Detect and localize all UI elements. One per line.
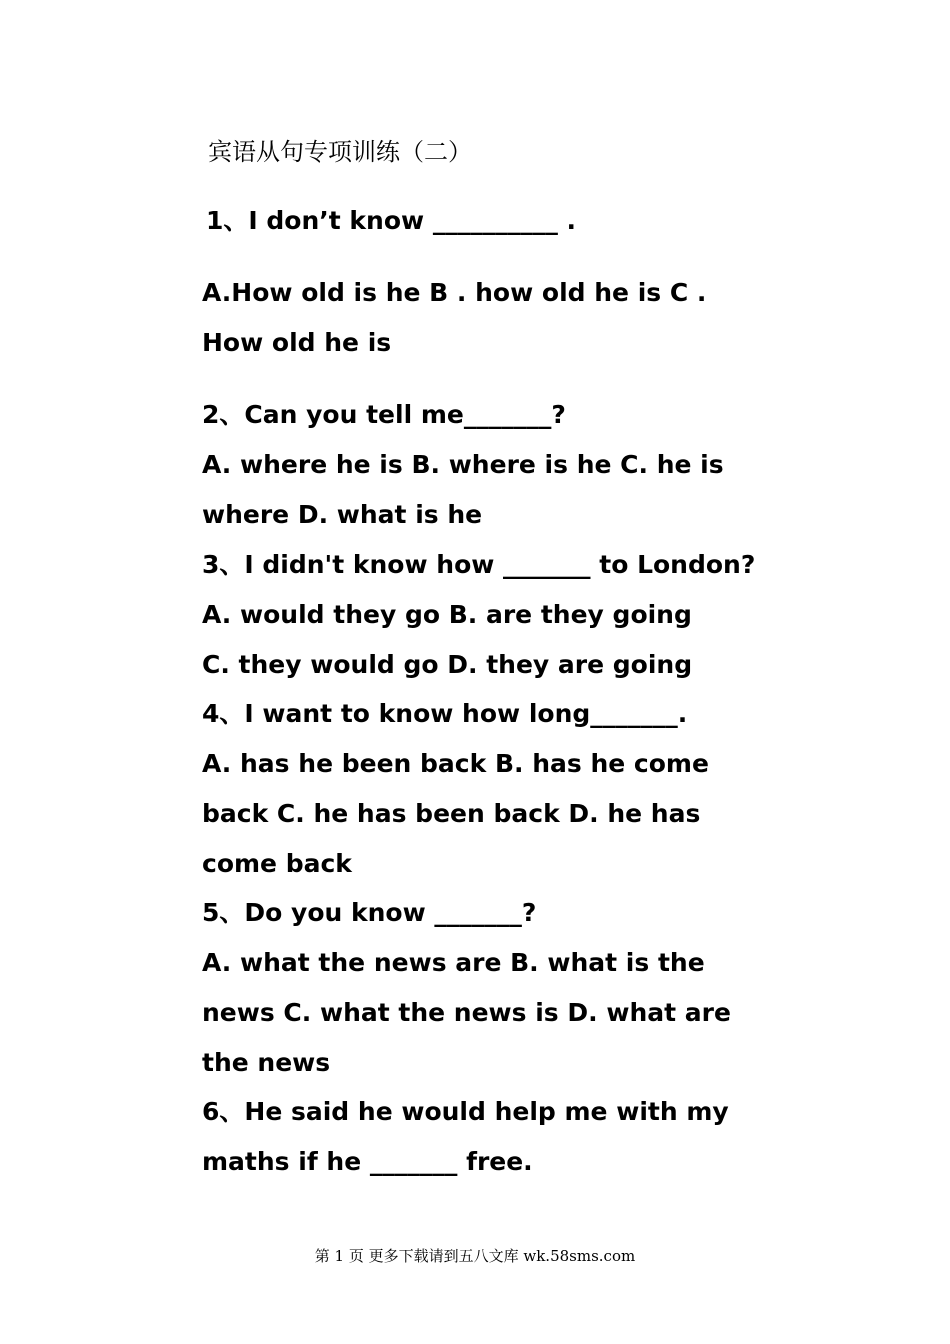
question-1-options-line-1: A.How old is he B . how old he is C . <box>202 278 707 307</box>
question-1: 1、I don’t know __________ . <box>206 206 577 235</box>
question-3: 3、I didn't know how _______ to London? <box>202 550 756 579</box>
question-4-options-line-2: back C. he has been back D. he has <box>202 799 701 828</box>
document-title: 宾语从句专项训练（二） <box>208 138 472 166</box>
question-5-options-line-3: the news <box>202 1048 331 1077</box>
question-4-options-line-1: A. has he been back B. has he come <box>202 749 709 778</box>
question-5: 5、Do you know _______? <box>202 898 537 927</box>
question-4: 4、I want to know how long_______. <box>202 699 688 728</box>
question-2-options-line-1: A. where he is B. where is he C. he is <box>202 450 724 479</box>
question-3-options-line-2: C. they would go D. they are going <box>202 650 693 679</box>
question-5-options-line-1: A. what the news are B. what is the <box>202 948 705 977</box>
question-2: 2、Can you tell me_______? <box>202 400 566 429</box>
page-footer: 第 1 页 更多下载请到五八文库 wk.58sms.com <box>314 1247 636 1265</box>
question-5-options-line-2: news C. what the news is D. what are <box>202 998 731 1027</box>
question-1-options-line-2: How old he is <box>202 328 392 357</box>
question-6-line-1: 6、He said he would help me with my <box>202 1097 729 1126</box>
question-3-options-line-1: A. would they go B. are they going <box>202 600 692 629</box>
question-2-options-line-2: where D. what is he <box>202 500 483 529</box>
question-4-options-line-3: come back <box>202 849 352 878</box>
question-6-line-2: maths if he _______ free. <box>202 1147 533 1176</box>
